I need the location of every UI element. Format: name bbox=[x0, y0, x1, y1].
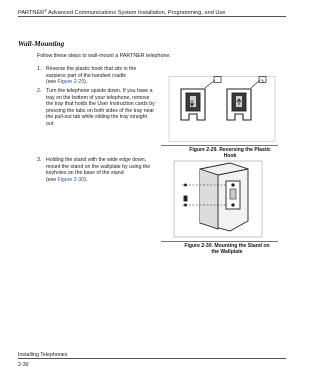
ref-open: (see bbox=[46, 79, 58, 86]
figure-2-29-illustration bbox=[167, 76, 277, 142]
header-divider bbox=[18, 16, 286, 17]
step-number: 1. bbox=[37, 66, 42, 72]
footer-divider bbox=[18, 358, 286, 359]
footer-section-title: Installing Telephones bbox=[18, 352, 68, 358]
step-text: Turn the telephone upside down. If you have a tray on the bottom of your telephone, remove the tray that holds the User Instruction cards by pressing the tabs on both sides of the tray near the pull-out tab while sliding the tray straight out. bbox=[46, 88, 155, 127]
step-body: Holding the stand with the wide edge down, mount the stand on the wallplate by using the keyholes on the base of the stand bbox=[46, 157, 151, 177]
figure-link[interactable]: Figure 2-29 bbox=[57, 79, 85, 86]
step-2 bbox=[37, 88, 157, 128]
step-number: 3. bbox=[37, 157, 42, 163]
step-text bbox=[37, 66, 157, 86]
caption-line: the Wallplate bbox=[211, 249, 243, 256]
step-body: Reverse the plastic hook that sits in the earpiece part of the handset cradle bbox=[46, 66, 137, 79]
ref-close: ). bbox=[84, 79, 88, 86]
ref-open: (see bbox=[46, 176, 58, 183]
figure-link[interactable]: Figure 2-30 bbox=[57, 176, 85, 183]
step-number: 2. bbox=[37, 88, 42, 94]
caption-line: Hook bbox=[223, 153, 237, 160]
header-title-part1: PARTNER bbox=[18, 10, 45, 16]
caption-line: Figure 2-30. Mounting the Stand on bbox=[184, 243, 270, 249]
intro-text: Follow these steps to wall-mount a PARTNER telephone: bbox=[37, 53, 171, 59]
section-title: Wall-Mounting bbox=[18, 39, 65, 48]
trademark-symbol: ® bbox=[44, 9, 47, 13]
step-1 bbox=[37, 66, 157, 86]
step-3 bbox=[37, 157, 157, 183]
caption-divider bbox=[161, 241, 278, 242]
ref-close: ). bbox=[84, 176, 88, 183]
figure-2-29-caption bbox=[180, 147, 280, 159]
caption-divider bbox=[161, 145, 278, 146]
figure-2-30-caption bbox=[172, 243, 282, 255]
figure-2-30-illustration bbox=[170, 159, 270, 239]
step-text bbox=[37, 157, 157, 183]
header-title-part2: Advanced Communications System Installation, Programming, and Use bbox=[46, 10, 226, 16]
caption-line: Figure 2-29. Reversing the Plastic bbox=[189, 147, 271, 153]
page-number: 2-30 bbox=[18, 362, 29, 368]
